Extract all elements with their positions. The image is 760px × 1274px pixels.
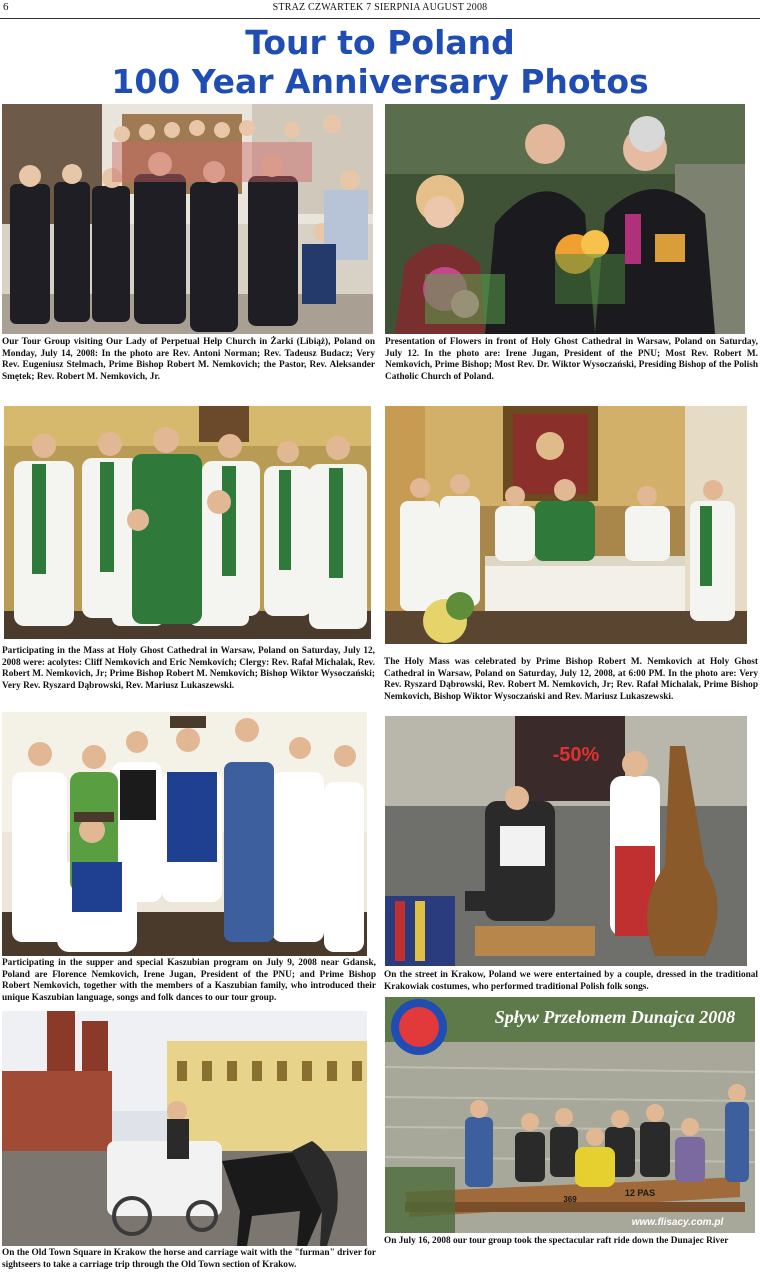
photo-holy-mass	[385, 406, 747, 644]
caption-krakow-street: On the street in Krakow, Poland we were entertained by a couple, dressed in the traditional Krakowiak costumes, who performed traditional Polish folk songs.	[384, 970, 758, 992]
raft-name-plate: 12 PAS	[624, 1188, 656, 1198]
photo-church-group	[2, 104, 373, 334]
caption-holy-mass: The Holy Mass was celebrated by Prime Bishop Robert M. Nemkovich at Holy Ghost Cathedral in Warsaw, Poland on Saturday, July 12, 2008, at 6:00 PM. In the photo are: Very Rev. Ryszard Dąbrowski, Rev. Robert M. Nemkovich, Jr; Rev. Rafał Michalak, Prime Bishop Nemkovich, Bishop Wiktor Wysoczański and Rev. Mariusz Lukaszewski.	[384, 657, 758, 702]
caption-old-town: On the Old Town Square in Krakow the horse and carriage wait with the "furman" driver for sightseers to take a carriage trip through the Old Town section of Krakow.	[2, 1248, 376, 1270]
raft-boat-number: 369	[563, 1195, 577, 1204]
raft-banner: Spływ Przełomem Dunajca 2008	[494, 1007, 736, 1027]
photo-raft	[385, 997, 755, 1233]
page-number: 6	[3, 1, 9, 13]
caption-raft: On July 16, 2008 our tour group took the spectacular raft ride down the Dunajec River	[384, 1236, 729, 1246]
photo-kaszubian	[2, 712, 367, 956]
caption-kaszubian: Participating in the supper and special Kaszubian program on July 9, 2008 near Gdansk, Poland are Florence Nemkovich, Irene Jugan, President of the PNU; and Prime Bishop Robert Nemkovich, together with the members of a Kaszubian family, who introduced their unique Kaszubian language, songs and folk dances to our tour group.	[2, 958, 376, 1003]
photo-flowers	[385, 104, 745, 334]
store-sale-sign: -50%	[552, 744, 600, 766]
page-header	[0, 0, 760, 19]
page-title-line2: 100 Year Anniversary Photos	[111, 62, 649, 101]
photo-mass-clergy	[4, 406, 371, 639]
caption-flowers: Presentation of Flowers in front of Holy Ghost Cathedral in Warsaw, Poland on Saturday, July 12. In the photo are: Irene Jugan, President of the PNU; Most Rev. Robert M. Nemkovich, Prime Bishop; Most Rev. Dr. Wiktor Wysoczański, Presiding Bishop of the Polish Catholic Church of Poland.	[385, 337, 758, 382]
photo-krakow-street	[385, 716, 747, 966]
masthead: STRAZ CZWARTEK 7 SIERPNIA AUGUST 2008	[272, 2, 488, 13]
photo-old-town	[2, 1011, 367, 1246]
caption-church-group: Our Tour Group visiting Our Lady of Perpetual Help Church in Żarki (Libiąż), Poland on Monday, July 14, 2008: In the photo are Rev. Antoni Norman; Rev. Tadeusz Budacz; Very Rev. Eugeniusz Stelmach, Prime Bishop Robert M. Nemkovich; the Pastor, Rev. Aleksander Smętek; Rev. Robert M. Nemkovich, Jr.	[2, 337, 375, 382]
raft-watermark: www.flisacy.com.pl	[631, 1217, 724, 1228]
caption-mass-clergy: Participating in the Mass at Holy Ghost Cathedral in Warsaw, Poland on Saturday, July 12, 2008 were: acolytes: Cliff Nemkovich and Eric Nemkovich; Clergy: Rev. Rafał Michalak, Rev. Robert M. Nemkovich, Jr; Prime Bishop Robert M. Nemkovich; Bishop Wiktor Wysoczański; Very Rev. Ryszard Dąbrowski, Rev. Mariusz Lukaszewski.	[2, 646, 375, 691]
page-title-line1: Tour to Poland	[245, 23, 515, 62]
